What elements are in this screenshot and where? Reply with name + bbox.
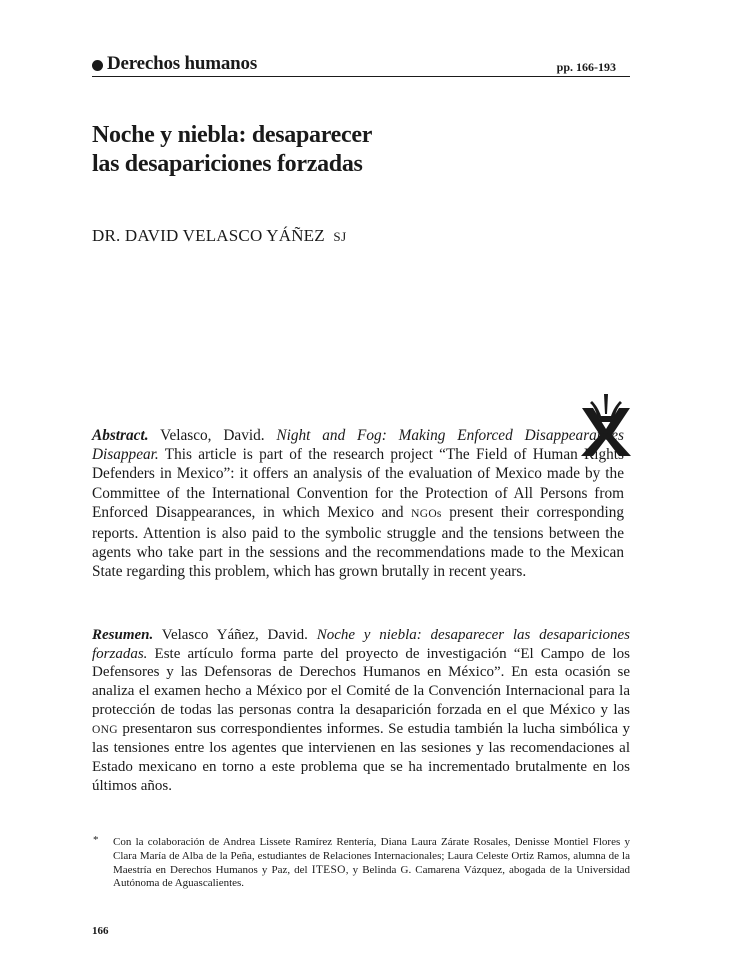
abstract-author-ref: Velasco, David. — [160, 427, 265, 444]
bullet-icon — [92, 60, 103, 71]
footnote-text-b: , y Belinda G. Camarena Vázquez, abogada de la Universidad Autónoma de Aguascalientes. — [113, 863, 631, 890]
author-name: DR. DAVID VELASCO YÁÑEZ — [92, 226, 325, 245]
resumen-body-b: presentaron sus correspondientes informes. Se estudia también la lucha simbólica y las tensiones entre los agentes que intervienen en las sesiones y las recomendaciones al Estado mexicano en torno a este problema que se ha incrementado brutalmente en los últimos años. — [92, 720, 631, 794]
running-header — [92, 52, 630, 77]
abstract-acronym: NGOs — [411, 507, 442, 520]
abstract-article-title: Night and Fog: Making Enforced Disappearances Disappear. — [92, 427, 624, 464]
article-title — [92, 121, 552, 179]
page-range: pp. 166-193 — [556, 60, 616, 74]
resumen-body-a: Este artículo forma parte del proyecto de investigación “El Campo de los Defensores y las Defensoras de Derechos Humanos en México”. En esta ocasión se analiza el examen hecho a México por el Comité de la Convención Internacional para la protección de todas las personas contra la desaparición forzada en el que México y las — [92, 645, 631, 718]
footnote-marker: * — [93, 834, 99, 846]
resumen-acronym: ONG — [92, 723, 118, 736]
footnote-acronym: ITESO — [311, 863, 346, 876]
resumen-paragraph — [92, 626, 630, 795]
abstract-body-a: This article is part of the research project “The Field of Human Rights Defenders in Mexico”: it offers an analysis of the evaluation of Mexico made by the Committee of the International Convention for the Protection of All Persons from Enforced Disappearances, in which Mexico and — [92, 446, 624, 521]
resumen-author-ref: Velasco Yáñez, David. — [161, 627, 308, 643]
page-number: 166 — [92, 925, 109, 937]
title-line-2: las desapariciones forzadas — [92, 151, 363, 177]
section-name: Derechos humanos — [107, 53, 258, 74]
resumen-label: Resumen. — [92, 627, 154, 643]
footnote — [113, 836, 630, 891]
author-line — [92, 226, 347, 246]
title-line-1: Noche y niebla: desaparecer — [92, 122, 373, 148]
abstract-body-b: present their corresponding reports. Attention is also paid to the symbolic struggle and the tensions between the agents who take part in the sessions and the recommendations made to the Mexican State regarding this problem, which has grown brutally in recent years. — [92, 503, 624, 581]
author-suffix: SJ — [333, 229, 347, 244]
resumen-article-title: Noche y niebla: desaparecer las desapariciones forzadas. — [92, 627, 630, 662]
abstract-paragraph — [92, 426, 624, 582]
abstract-label: Abstract. — [92, 427, 149, 444]
footnote-text-a: Con la colaboración de Andrea Lissete Ramírez Rentería, Diana Laura Zárate Rosales, Denisse Montiel Flores y Clara María de Alba de la Peña, estudiantes de Relaciones Internacionales; Laura Celeste Ortiz Ramos, alumna de la Maestría en Derechos Humanos y Paz, del — [113, 836, 630, 876]
